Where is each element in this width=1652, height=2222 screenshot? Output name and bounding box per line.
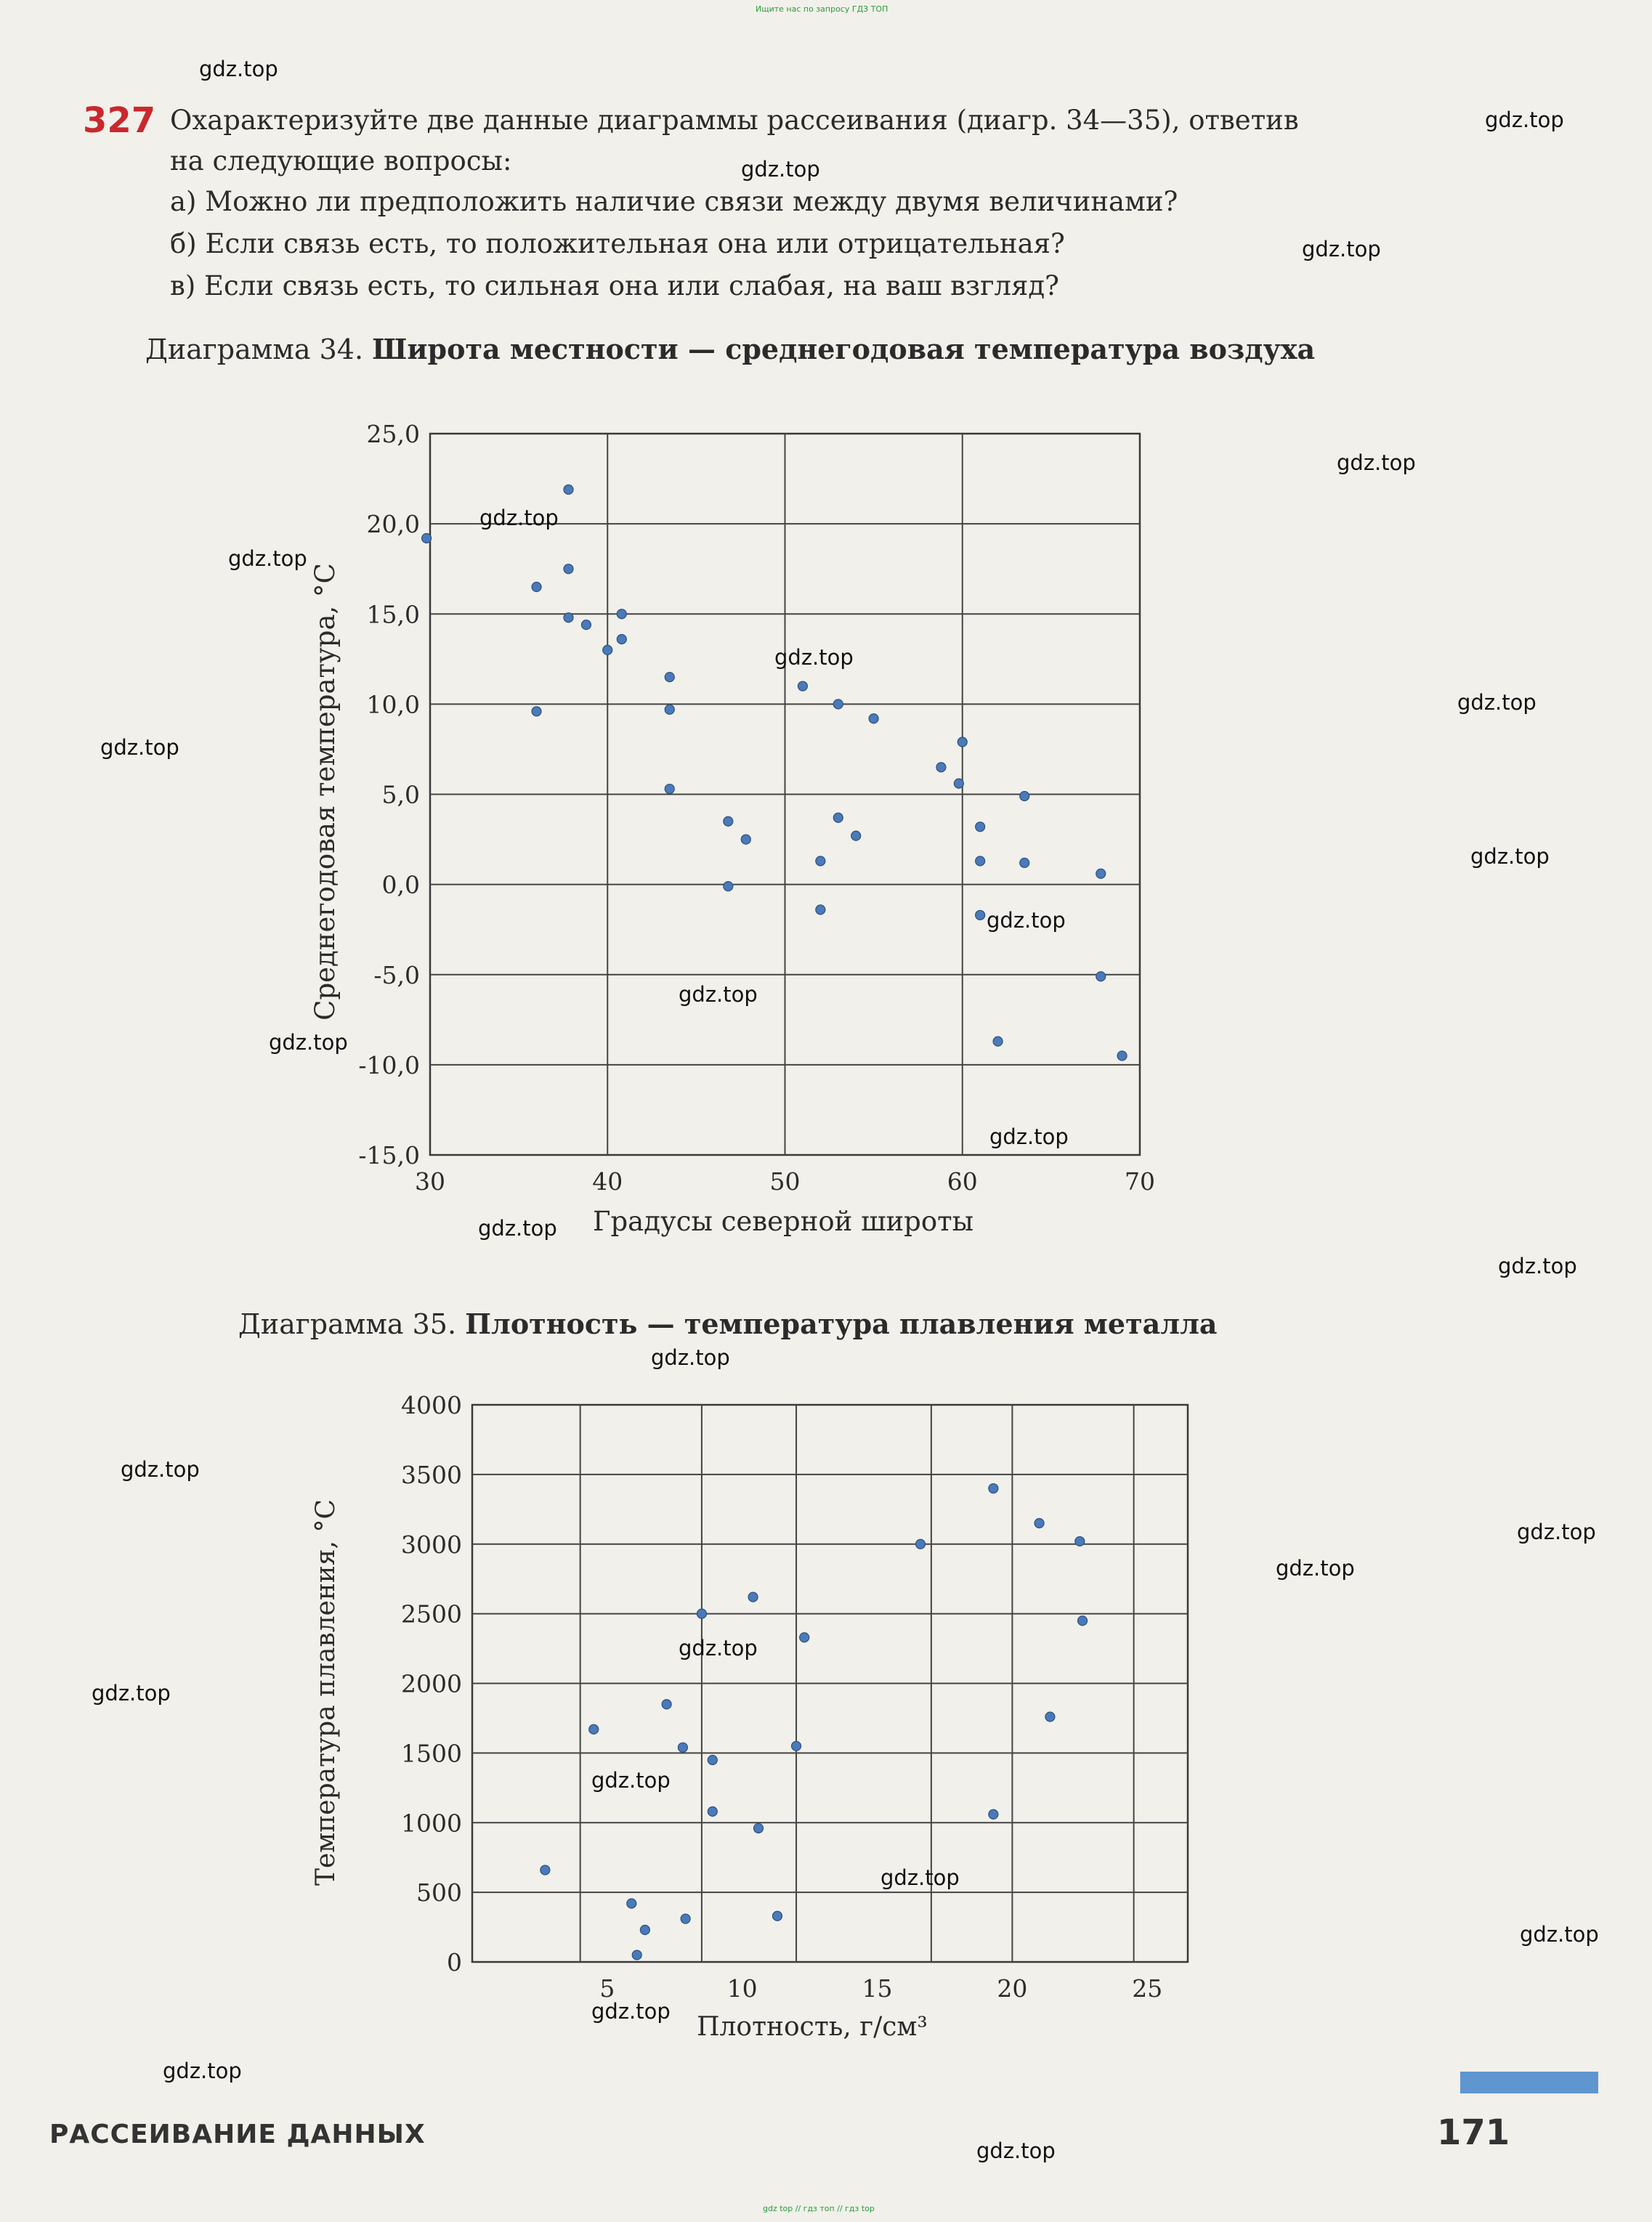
chart-35-y-tick-label: 2500 xyxy=(401,1599,462,1629)
chart-34-x-tick-label: 40 xyxy=(592,1167,623,1196)
watermark: gdz.top xyxy=(1457,690,1536,715)
chart-35-point xyxy=(681,1914,690,1923)
chart-35-point xyxy=(800,1633,809,1642)
chart-34-point xyxy=(869,714,878,723)
chart-34-point xyxy=(833,813,843,822)
chart-34-point xyxy=(564,484,573,494)
section-footer-title: РАССЕИВАНИЕ ДАННЫХ xyxy=(49,2120,426,2149)
chart-35-y-tick-label: 3500 xyxy=(401,1460,462,1489)
chart-34-point xyxy=(603,645,612,654)
chart-34-y-tick-label: -15,0 xyxy=(358,1141,420,1169)
diagram-35-prefix: Диаграмма 35. xyxy=(238,1308,457,1340)
chart-34-x-tick-label: 70 xyxy=(1125,1167,1155,1196)
chart-35-point xyxy=(1045,1712,1055,1722)
watermark: gdz.top xyxy=(100,735,179,760)
top-promo-note: Ищите нас по запросу ГДЗ ТОП xyxy=(756,4,888,14)
chart-35-point xyxy=(989,1484,998,1493)
chart-34-x-axis-label: Градусы северной широты xyxy=(592,1206,974,1237)
chart-34-point xyxy=(741,835,750,844)
diagram-34-prefix: Диаграмма 34. xyxy=(145,333,364,365)
chart-35-point xyxy=(1075,1536,1085,1546)
diagram-34-caption: Широта местности — среднегодовая температура воздуха xyxy=(372,333,1316,365)
watermark: gdz.top xyxy=(591,1768,671,1793)
task-number: 327 xyxy=(83,100,156,141)
watermark: gdz.top xyxy=(880,1865,960,1890)
chart-34-point xyxy=(564,613,573,623)
chart-34-y-tick-label: 15,0 xyxy=(366,600,420,629)
watermark: gdz.top xyxy=(269,1030,348,1055)
chart-35-y-tick-label: 1500 xyxy=(401,1739,462,1768)
chart-34-point xyxy=(724,816,733,826)
watermark: gdz.top xyxy=(478,1216,557,1241)
watermark: gdz.top xyxy=(976,2138,1056,2163)
chart-35-point xyxy=(589,1724,599,1734)
chart-34-point xyxy=(581,620,591,630)
chart-34-point xyxy=(936,763,946,772)
task-question-c: в) Если связь есть, то сильная она или слабая, на ваш взгляд? xyxy=(170,270,1059,301)
chart-34-y-tick-label: 20,0 xyxy=(366,510,420,539)
chart-34-point xyxy=(816,905,825,915)
chart-35-point xyxy=(792,1741,801,1751)
watermark: gdz.top xyxy=(1302,237,1381,261)
chart-35-point xyxy=(1078,1616,1088,1626)
chart-34-point xyxy=(798,681,807,691)
watermark: gdz.top xyxy=(479,506,559,530)
chart-35-y-tick-label: 2000 xyxy=(401,1669,462,1698)
watermark: gdz.top xyxy=(1520,1922,1599,1947)
chart-35-x-tick-label: 25 xyxy=(1132,1974,1163,2003)
chart-34-point xyxy=(1020,791,1029,800)
chart-34-point xyxy=(976,910,985,920)
task-line-1: Охарактеризуйте две данные диаграммы рассеивания (диагр. 34—35), ответив xyxy=(170,105,1299,136)
chart-35-point xyxy=(773,1911,782,1921)
chart-34-point xyxy=(665,673,674,682)
chart-35-point xyxy=(632,1950,641,1960)
chart-34-x-tick-label: 50 xyxy=(769,1167,801,1196)
watermark: gdz.top xyxy=(987,908,1066,933)
chart-35-y-axis-label: Температура плавления, °С xyxy=(311,1499,341,1886)
page-accent-bar xyxy=(1460,2072,1598,2093)
chart-34-point xyxy=(976,856,985,866)
chart-35-y-tick-label: 0 xyxy=(447,1948,462,1976)
watermark: gdz.top xyxy=(591,1999,671,2024)
chart-34-point xyxy=(665,705,674,714)
chart-34-point xyxy=(816,856,825,866)
chart-35-point xyxy=(678,1743,687,1752)
chart-34-point xyxy=(564,564,573,574)
task-question-a: а) Можно ли предположить наличие связи между двумя величинами? xyxy=(170,186,1178,217)
chart-34-point xyxy=(1096,972,1106,981)
chart-34-point xyxy=(422,533,432,543)
chart-35-point xyxy=(989,1809,998,1819)
chart-34-point xyxy=(976,822,985,832)
task-question-b: б) Если связь есть, то положительная она или отрицательная? xyxy=(170,228,1065,259)
chart-34-point xyxy=(617,635,626,644)
chart-35-point xyxy=(662,1700,671,1709)
chart-35-x-tick-label: 10 xyxy=(726,1974,758,2003)
chart-34-y-tick-label: -10,0 xyxy=(358,1050,420,1079)
chart-34-y-tick-label: -5,0 xyxy=(373,960,420,989)
chart-35-y-tick-label: 4000 xyxy=(401,1391,462,1419)
watermark: gdz.top xyxy=(1517,1520,1596,1544)
chart-34-x-tick-label: 60 xyxy=(947,1167,978,1196)
chart-34-point xyxy=(532,707,541,716)
chart-35-y-tick-label: 1000 xyxy=(401,1809,462,1838)
chart-34-point xyxy=(833,700,843,709)
chart-34-point xyxy=(532,583,541,592)
chart-34-y-tick-label: 0,0 xyxy=(381,870,420,899)
chart-34-y-tick-label: 5,0 xyxy=(381,780,420,809)
watermark: gdz.top xyxy=(774,645,854,670)
watermark: gdz.top xyxy=(121,1457,200,1482)
chart-34-y-tick-label: 25,0 xyxy=(366,420,420,448)
chart-35-x-tick-label: 20 xyxy=(997,1974,1028,2003)
chart-35-point xyxy=(1034,1518,1044,1528)
chart-34-y-axis-label: Среднегодовая температура, °С xyxy=(309,563,341,1021)
chart-35-point xyxy=(540,1865,550,1875)
chart-34-point xyxy=(993,1037,1003,1046)
chart-35-x-axis-label: Плотность, г/см³ xyxy=(697,2012,928,2042)
bottom-promo-note: gdz top // гдз топ // гдз top xyxy=(763,2204,875,2213)
chart-35-point xyxy=(627,1899,636,1908)
chart-34-x-tick-label: 30 xyxy=(415,1167,445,1196)
watermark: gdz.top xyxy=(163,2059,242,2083)
chart-35-y-tick-label: 500 xyxy=(416,1878,462,1907)
chart-35-point xyxy=(708,1807,717,1816)
chart-35-point xyxy=(916,1539,926,1549)
chart-34-point xyxy=(1117,1051,1127,1061)
watermark: gdz.top xyxy=(1498,1254,1577,1278)
chart-35-density-melting xyxy=(0,1307,1652,2070)
watermark: gdz.top xyxy=(989,1124,1069,1149)
watermark: gdz.top xyxy=(1276,1556,1355,1581)
chart-34-point xyxy=(724,882,733,891)
watermark: gdz.top xyxy=(679,982,758,1007)
chart-34-point xyxy=(665,784,674,794)
watermark: gdz.top xyxy=(1337,450,1416,475)
watermark: gdz.top xyxy=(1470,844,1550,869)
chart-34-point xyxy=(617,609,626,619)
chart-35-y-tick-label: 3000 xyxy=(401,1530,462,1559)
watermark: gdz.top xyxy=(651,1345,730,1370)
watermark: gdz.top xyxy=(228,546,307,571)
chart-34-y-tick-label: 10,0 xyxy=(366,690,420,719)
chart-34-point xyxy=(851,831,861,840)
chart-34-point xyxy=(954,779,963,788)
task-line-2: на следующие вопросы: xyxy=(170,145,512,177)
chart-34-point xyxy=(1020,858,1029,867)
chart-35-point xyxy=(748,1592,758,1602)
chart-35-x-tick-label: 15 xyxy=(862,1974,893,2003)
page-number: 171 xyxy=(1437,2112,1510,2153)
chart-35-point xyxy=(754,1823,764,1833)
chart-35-x-tick-label: 5 xyxy=(599,1974,615,2003)
watermark: gdz.top xyxy=(679,1636,758,1661)
diagram-35-caption: Плотность — температура плавления металла xyxy=(465,1307,1218,1340)
watermark: gdz.top xyxy=(741,157,820,182)
chart-35-point xyxy=(697,1609,706,1618)
chart-34-point xyxy=(957,737,967,747)
chart-35-point xyxy=(640,1925,649,1934)
watermark: gdz.top xyxy=(1485,108,1564,132)
chart-35-point xyxy=(708,1755,717,1764)
watermark: gdz.top xyxy=(199,57,278,81)
chart-34-point xyxy=(1096,869,1106,878)
watermark: gdz.top xyxy=(92,1681,171,1706)
